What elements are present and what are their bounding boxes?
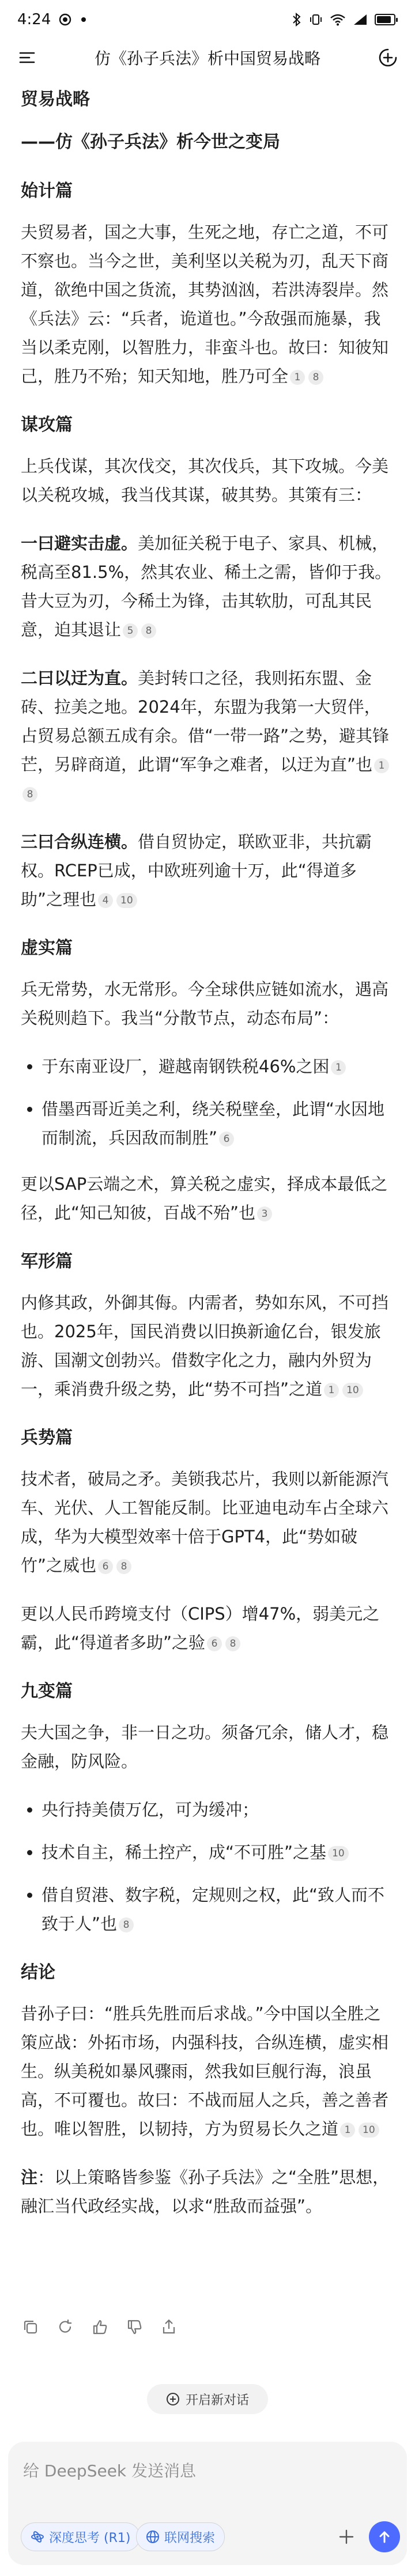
bullet-item xyxy=(42,1838,394,1867)
app-header xyxy=(0,39,415,76)
citation-badge[interactable]: 1 xyxy=(324,1383,339,1398)
paragraph xyxy=(21,664,394,808)
citation-badge[interactable]: 5 xyxy=(123,623,138,638)
chat-title[interactable]: 仿《孙子兵法》析中国贸易战略 xyxy=(94,49,320,68)
paragraph-text: 于东南亚设厂，避越南钢铁税46%之困 xyxy=(42,1057,330,1076)
citation-badge[interactable]: 3 xyxy=(257,1206,272,1221)
paragraph xyxy=(21,529,394,644)
paragraph-text: 更以人民币跨境支付（CIPS）增47%，弱美元之霸，此“得道者多助”之验 xyxy=(21,1604,380,1652)
paragraph xyxy=(21,218,394,391)
paragraph-lead: 注 xyxy=(21,2168,38,2187)
bullet-list xyxy=(21,1052,394,1152)
paragraph-text: 昔孙子曰：“胜兵先胜而后求战。”今中国以全胜之策应战：外拓市场，内强科技，合纵连横，虚实相生。纵美税如暴风骤雨，然我如巨舰行海，浪虽高，不可覆也。故曰：不战而屈人之兵，善之善者也。唯以智胜，以韧持，方为贸易长久之道 xyxy=(21,2004,389,2139)
new-chat-icon xyxy=(166,2392,180,2406)
article-sections xyxy=(21,177,394,2221)
citation-badge[interactable]: 1 xyxy=(331,1060,346,1075)
bullet-list xyxy=(21,1795,394,1938)
paragraph xyxy=(21,1288,394,1404)
bullet-item xyxy=(42,1095,394,1152)
paragraph-text: 兵无常势，水无常形。今全球供应链如流水，遇高关税则趋下。我当“分散节点，动态布局”： xyxy=(21,979,389,1028)
paragraph-text: 更以SAP云端之术，算关税之虚实，择成本最低之径，此“知己知彼，百战不殆”也 xyxy=(21,1174,388,1223)
article-subtitle: ——仿《孙子兵法》析今世之变局 xyxy=(21,132,280,152)
like-button[interactable] xyxy=(90,2317,110,2337)
paragraph-text: 央行持美债万亿，可为缓冲； xyxy=(42,1800,259,1820)
status-bar xyxy=(0,0,415,39)
citation-badge[interactable]: 8 xyxy=(141,623,156,638)
citation-badge[interactable]: 10 xyxy=(328,1846,349,1861)
paragraph-text: 夫贸易者，国之大事，生死之地，存亡之道，不可不察也。当今之世，美利坚以关税为刃，乱天下商道，欲绝中国之货流，其势汹汹，若洪涛裂岸。然《兵法》云：“兵者，诡道也。”今敌强而施暴，我当以柔克刚，以智胜力，非蛮斗也。故曰：知彼知己，胜乃不殆；知天知地，胜乃可全 xyxy=(21,222,389,386)
citation-badge[interactable]: 10 xyxy=(359,2123,379,2138)
regenerate-icon xyxy=(56,2318,74,2336)
regenerate-button[interactable] xyxy=(55,2317,75,2337)
citation-badge[interactable]: 6 xyxy=(207,1636,222,1651)
article-heading: 贸易战略 xyxy=(21,89,90,109)
web-search-label: 联网搜索 xyxy=(164,2530,216,2545)
paragraph-text: 上兵伐谋，其次伐交，其次伐兵，其下攻城。今美以关税攻城，我当伐其谋，破其势。其策有三： xyxy=(21,456,389,505)
paragraph xyxy=(21,1718,394,1776)
composer xyxy=(8,2442,407,2565)
bullet-item xyxy=(42,1881,394,1938)
paragraph xyxy=(21,1170,394,1227)
battery-icon xyxy=(375,14,395,25)
paragraph-text: 借自贸协定，联欧亚非，共抗霸权。RCEP已成，中欧班列逾十万，此“得道多助”之理也 xyxy=(21,832,372,909)
message-actions xyxy=(21,2317,179,2337)
citation-badge[interactable]: 8 xyxy=(225,1636,240,1651)
citation-badge[interactable]: 8 xyxy=(308,370,323,385)
citation-badge[interactable]: 4 xyxy=(98,893,113,908)
message-input[interactable] xyxy=(22,2456,393,2486)
section-title: 谋攻篇 xyxy=(21,415,73,435)
paragraph-text: ：以上策略皆参鉴《孙子兵法》之“全胜”思想，融汇当代政经实战，以求“胜敌而益强”。 xyxy=(21,2168,390,2216)
citation-badge[interactable]: 1 xyxy=(340,2123,355,2138)
arrow-up-icon xyxy=(377,2529,392,2544)
paragraph-text: 美封转口之径，我则拓东盟、金砖、拉美之地。2024年，东盟为我第一大贸伴，占贸易总额五成有余。借“一带一路”之势，避其锋芒，另辟商道，此谓“军争之难者，以迂为直”也 xyxy=(21,668,390,774)
status-left xyxy=(17,11,88,28)
paragraph-text: 内修其政，外御其侮。内需者，势如东风，不可挡也。2025年，国民消费以旧换新逾亿台，银发旅游、国潮文创勃兴。借数字化之力，融内外贸为一，乘消费升级之势，此“势不可挡”之道 xyxy=(21,1293,389,1399)
status-time: 4:24 xyxy=(17,11,51,28)
wifi-icon xyxy=(330,13,346,26)
paragraph-text: 借墨西哥近美之利，绕关税壁垒，此谓“水因地而制流，兵因敌而制胜” xyxy=(42,1099,385,1148)
plus-icon xyxy=(338,2528,355,2545)
paragraph xyxy=(21,827,394,914)
signal-icon xyxy=(353,13,368,26)
notification-dot-icon xyxy=(80,16,88,24)
citation-badge[interactable]: 8 xyxy=(116,1559,131,1574)
start-new-chat-button[interactable] xyxy=(147,2384,268,2414)
bluetooth-icon xyxy=(292,12,302,27)
bullet-item xyxy=(42,1052,394,1081)
citation-badge[interactable]: 8 xyxy=(119,1917,134,1932)
attach-button[interactable] xyxy=(332,2522,361,2551)
thumbs-down-icon xyxy=(126,2318,143,2336)
bullet-item xyxy=(42,1795,394,1824)
start-new-chat-label: 开启新对话 xyxy=(185,2393,249,2408)
web-search-toggle[interactable] xyxy=(136,2522,225,2551)
deep-think-label: 深度思考 (R1) xyxy=(49,2530,131,2545)
section-title: 九变篇 xyxy=(21,1681,73,1701)
new-chat-button[interactable] xyxy=(376,46,400,70)
share-icon xyxy=(160,2318,178,2336)
send-button[interactable] xyxy=(369,2521,400,2552)
paragraph xyxy=(21,1999,394,2143)
menu-button[interactable] xyxy=(15,46,39,70)
paragraph-lead: 一曰避实击虚。 xyxy=(21,534,138,553)
paragraph xyxy=(21,1465,394,1580)
paragraph-lead: 三曰合纵连横。 xyxy=(21,832,138,852)
citation-badge[interactable]: 10 xyxy=(116,893,137,908)
share-button[interactable] xyxy=(159,2317,179,2337)
paragraph-text: 夫大国之争，非一日之功。须备冗余，储人才，稳金融，防风险。 xyxy=(21,1723,389,1771)
paragraph xyxy=(21,452,394,509)
assistant-message xyxy=(21,86,394,2240)
thumbs-up-icon xyxy=(91,2318,108,2336)
deep-think-icon xyxy=(31,2530,44,2544)
paragraph xyxy=(21,975,394,1032)
section-title: 结论 xyxy=(21,1962,55,1983)
section-title: 军形篇 xyxy=(21,1251,73,1272)
new-chat-icon xyxy=(378,48,398,67)
citation-badge[interactable]: 6 xyxy=(219,1132,234,1147)
section-title: 虚实篇 xyxy=(21,938,73,958)
paragraph-text: 技术自主，稀土控产，成“不可胜”之基 xyxy=(42,1843,327,1862)
menu-icon xyxy=(18,51,36,65)
paragraph xyxy=(21,2163,394,2221)
citation-badge[interactable]: 6 xyxy=(98,1559,113,1574)
paragraph xyxy=(21,1599,394,1657)
citation-badge[interactable]: 10 xyxy=(342,1383,363,1398)
paragraph-text: 借自贸港、数字税，定规则之权，此“致人而不致于人”也 xyxy=(42,1885,385,1934)
section-title: 兵势篇 xyxy=(21,1428,73,1448)
globe-icon xyxy=(146,2530,160,2544)
paragraph-text: 技术者，破局之矛。美锁我芯片，我则以新能源汽车、光伏、人工智能反制。比亚迪电动车占全球六成，华为大模型效率十倍于GPT4，此“势如破竹”之威也 xyxy=(21,1469,389,1575)
status-right xyxy=(292,12,395,27)
citation-badge[interactable]: 1 xyxy=(290,370,305,385)
deep-think-toggle[interactable] xyxy=(21,2522,140,2551)
paragraph-text: 美加征关税于电子、家具、机械，税高至81.5%，然其农业、稀土之需，皆仰于我。昔大豆为刃，今稀土为锋，击其软肋，可乱其民意，迫其退让 xyxy=(21,534,392,640)
copy-button[interactable] xyxy=(21,2317,40,2337)
vibrate-icon xyxy=(309,13,323,27)
dislike-button[interactable] xyxy=(124,2317,144,2337)
citation-badge[interactable]: 1 xyxy=(374,758,389,773)
battery-level xyxy=(377,16,391,23)
screen-record-icon xyxy=(58,12,73,27)
section-title: 始计篇 xyxy=(21,181,73,201)
paragraph-lead: 二曰以迂为直。 xyxy=(21,668,138,688)
citation-badge[interactable]: 8 xyxy=(22,787,37,802)
copy-icon xyxy=(22,2318,39,2336)
